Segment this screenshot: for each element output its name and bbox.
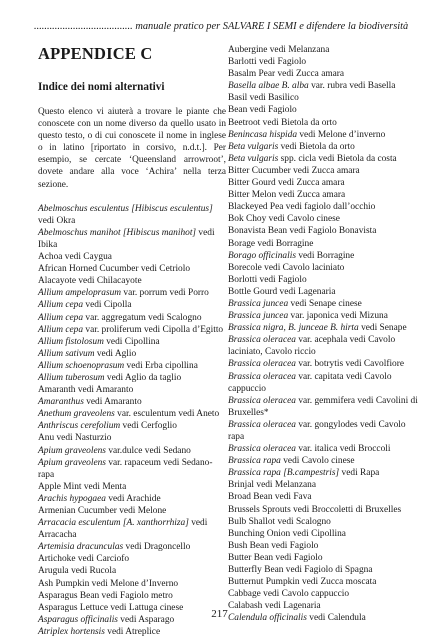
index-entry (228, 455, 418, 467)
index-entry (38, 445, 226, 457)
entry-text: Achoa vedi Caygua (38, 252, 112, 263)
index-list-left (38, 203, 226, 638)
index-entry (38, 626, 226, 638)
entry-text: Bunching Onion vedi Cipollina (228, 528, 346, 539)
entry-text: vedi Rapa (339, 468, 380, 479)
entry-text: vedi Cavolo cinese (280, 456, 355, 467)
entry-text: Bottle Gourd vedi Lagenaria (228, 286, 336, 297)
entry-latin-name: Atriplex hortensis (38, 626, 105, 637)
entry-latin-name: Beta vulgaris (228, 141, 279, 152)
entry-text: Arugula vedi Rucola (38, 566, 117, 577)
entry-text: Basil vedi Basilico (228, 93, 299, 104)
index-entry (228, 92, 418, 104)
index-entry (38, 299, 226, 311)
appendix-title: APPENDICE C (38, 44, 153, 63)
entry-text: Broad Bean vedi Fava (228, 492, 312, 503)
entry-text: vedi Atreplice (104, 626, 161, 637)
index-entry (228, 262, 418, 274)
entry-latin-name: Artemisia dracunculas (38, 542, 124, 553)
index-entry (228, 225, 418, 237)
index-entry (228, 274, 418, 286)
index-entry (228, 117, 418, 129)
entry-text: Bitter Gourd vedi Zucca amara (228, 178, 345, 189)
entry-text: African Horned Cucumber vedi Cetriolo (38, 264, 191, 275)
entry-latin-name: Arachis hypogaea (38, 493, 106, 504)
entry-latin-name: Allium schoenoprasum (38, 360, 125, 371)
index-entry (228, 564, 418, 576)
entry-latin-name: Borago officinalis (228, 250, 296, 261)
index-entry (38, 505, 226, 517)
entry-text: Borecole vedi Cavolo laciniato (228, 262, 345, 273)
index-entry (228, 153, 418, 165)
index-entry (228, 467, 418, 479)
entry-text: vedi Erba cipollina (124, 360, 198, 371)
entry-text: Brinjal vedi Melanzana (228, 480, 316, 491)
entry-latin-name: Calendula officinalis (228, 613, 307, 624)
index-entry (228, 443, 418, 455)
entry-latin-name: Benincasa hispida (228, 129, 298, 140)
entry-text: Borage vedi Borragine (228, 238, 314, 249)
entry-latin-name: Apium graveolens (38, 457, 106, 468)
entry-latin-name: Brassica oleracea (228, 359, 296, 370)
entry-text: vedi Arracacha (38, 518, 208, 541)
index-entry (228, 322, 418, 334)
index-entry (228, 576, 418, 588)
entry-text: Beetroot vedi Bietola da orto (228, 117, 337, 128)
entry-latin-name: Allium cepa (38, 324, 84, 335)
entry-latin-name: Brassica oleracea (228, 419, 296, 430)
entry-latin-name: Allium cepa (38, 312, 84, 323)
index-entry (38, 203, 226, 227)
index-entry (38, 324, 226, 336)
entry-latin-name: Brassica rapa [B.campestris] (228, 468, 340, 479)
entry-latin-name: Brassica juncea (228, 311, 289, 322)
entry-text: Basalm Pear vedi Zucca amara (228, 69, 345, 80)
index-entry (228, 68, 418, 80)
index-entry (228, 552, 418, 564)
entry-text: var. japonica vedi Mizuna (288, 311, 388, 322)
entry-text: var. rapaceum vedi Sedano-rapa (38, 457, 213, 480)
entry-text: Apple Mint vedi Menta (38, 481, 127, 492)
index-entry (228, 479, 418, 491)
index-entry (228, 334, 418, 358)
left-column (38, 44, 226, 638)
index-entry (228, 516, 418, 528)
index-entry (228, 504, 418, 516)
entry-text: var. esculentum vedi Aneto (114, 409, 220, 420)
index-entry (38, 336, 226, 348)
entry-latin-name: Brassica juncea (228, 298, 289, 309)
entry-latin-name: Beta vulgaris (228, 153, 279, 164)
index-entry (38, 565, 226, 577)
entry-latin-name: Apium graveolens (38, 445, 106, 456)
entry-text: vedi Aglio (94, 348, 137, 359)
header-dots: ...................................... (34, 21, 133, 32)
entry-text: var. acephala vedi Cavolo laciniato, Cavolo riccio (228, 335, 396, 358)
index-entry (38, 578, 226, 590)
entry-text: vedi Cipollina (103, 336, 160, 347)
entry-text: vedi Dragoncello (123, 542, 191, 553)
entry-text: Calabash vedi Lagenaria (228, 601, 321, 612)
entry-text: Bitter Cucumber vedi Zucca amara (228, 165, 360, 176)
entry-text: var.dulce vedi Sedano (105, 445, 191, 456)
index-entry (228, 528, 418, 540)
entry-text: Cabbage vedi Cavolo cappuccio (228, 589, 350, 600)
index-entry (38, 348, 226, 360)
entry-latin-name: Brassica oleracea (228, 395, 296, 406)
entry-text: vedi Senape (358, 323, 407, 334)
index-entry (228, 129, 418, 141)
entry-text: var. capitata vedi Cavolo cappuccio (228, 371, 392, 394)
index-entry (228, 165, 418, 177)
index-entry (228, 491, 418, 503)
index-entry (228, 56, 418, 68)
index-entry (38, 227, 226, 251)
index-entry (228, 213, 418, 225)
index-entry (38, 372, 226, 384)
entry-latin-name: Abelmoschus esculentus [Hibiscus esculentus] (38, 203, 213, 214)
running-header (34, 21, 414, 35)
entry-latin-name: Amaranthus (38, 397, 84, 408)
index-entry (228, 371, 418, 395)
index-entry (228, 310, 418, 322)
entry-text: Bean vedi Fagiolo (228, 105, 297, 116)
entry-text: Brussels Sprouts vedi Broccoletti di Bruxelles (228, 504, 402, 515)
index-entry (228, 189, 418, 201)
entry-latin-name: Allium fistolosum (38, 336, 104, 347)
entry-text: Amaranth vedi Amaranto (38, 385, 134, 396)
entry-text: vedi Cipolla (83, 300, 132, 311)
index-entry (228, 44, 418, 56)
entry-latin-name: Allium tuberosum (38, 372, 105, 383)
entry-latin-name: Allium cepa (38, 300, 84, 311)
entry-latin-name: Brassica oleracea (228, 335, 296, 346)
entry-text: spp. cicla vedi Bietola da costa (278, 153, 397, 164)
entry-text: Borlotti vedi Fagiolo (228, 274, 307, 285)
index-entry (38, 312, 226, 324)
entry-latin-name: Brassica nigra, B. junceae B. hirta (228, 323, 359, 334)
entry-text: var. botrytis vedi Cavolfiore (295, 359, 405, 370)
index-entry (228, 540, 418, 552)
entry-text: Bush Bean vedi Fagiolo (228, 540, 319, 551)
entry-text: Blackeyed Pea vedi fagiolo dall’occhio (228, 202, 376, 213)
entry-latin-name: Basella albae B. alba (228, 81, 309, 92)
index-entry (38, 275, 226, 287)
entry-text: Bitter Melon vedi Zucca amara (228, 190, 346, 201)
entry-text: vedi Senape cinese (288, 298, 362, 309)
index-entry (38, 517, 226, 541)
entry-text: Asparagus Bean vedi Fagiolo metro (38, 590, 173, 601)
index-entry (228, 238, 418, 250)
entry-text: Butterfly Bean vedi Fagiolo di Spagna (228, 565, 373, 576)
page-number: 217 (211, 608, 228, 620)
index-entry (228, 588, 418, 600)
entry-text: Aubergine vedi Melanzana (228, 45, 330, 55)
index-entry (38, 408, 226, 420)
index-entry (38, 590, 226, 602)
index-entry (38, 263, 226, 275)
entry-text: vedi Ibika (38, 227, 215, 250)
index-entry (228, 395, 418, 419)
index-entry (38, 384, 226, 396)
entry-text: Bulb Shallot vedi Scalogno (228, 516, 331, 527)
entry-latin-name: Abelmoschus manihot [Hibiscus manihot] (38, 227, 197, 238)
index-entry (228, 201, 418, 213)
entry-latin-name: Allium sativum (38, 348, 95, 359)
entry-text: Butter Bean vedi Fagiolo (228, 552, 323, 563)
entry-text: Armenian Cucumber vedi Melone (38, 506, 167, 516)
entry-text: Alacayote vedi Chilacayote (38, 276, 142, 287)
entry-text: Anu vedi Nasturzio (38, 433, 112, 444)
entry-text: Asparagus Lettuce vedi Lattuga cinese (38, 602, 184, 613)
index-entry (38, 287, 226, 299)
index-entry (228, 141, 418, 153)
index-entry (228, 358, 418, 370)
entry-text: vedi Cerfoglio (120, 421, 177, 432)
entry-text: var. gongylodes vedi Cavolo rapa (228, 419, 406, 442)
entry-text: Bok Choy vedi Cavolo cinese (228, 214, 340, 225)
entry-latin-name: Anthriscus cerefolium (38, 421, 121, 432)
entry-text: var. italica vedi Broccoli (295, 444, 391, 455)
entry-latin-name: Anethum graveolens (38, 409, 115, 420)
index-entry (228, 104, 418, 116)
index-entry (38, 481, 226, 493)
entry-text: vedi Borragine (295, 250, 355, 261)
index-entry (38, 251, 226, 263)
entry-text: vedi Aglio da taglio (104, 372, 182, 383)
entry-text: var. gemmifera vedi Cavolini di Bruxelles* (228, 395, 418, 418)
entry-text: Butternut Pumpkin vedi Zucca moscata (228, 577, 377, 588)
index-entry (228, 419, 418, 443)
entry-text: vedi Amaranto (83, 397, 142, 408)
entry-text: var. proliferum vedi Cipolla d’Egitto (83, 324, 224, 335)
index-entry (38, 457, 226, 481)
index-entry (38, 553, 226, 565)
index-entry (228, 298, 418, 310)
entry-latin-name: Arracacia esculentum [A. xanthorrhiza] (38, 518, 189, 529)
index-entry (38, 420, 226, 432)
index-entry (228, 80, 418, 92)
entry-text: vedi Arachide (105, 493, 161, 504)
index-entry (38, 432, 226, 444)
entry-latin-name: Brassica oleracea (228, 371, 296, 382)
entry-text: var. porrum vedi Porro (121, 288, 209, 299)
entry-latin-name: Allium ampeloprasum (38, 288, 122, 299)
entry-text: Bonavista Bean vedi Fagiolo Bonavista (228, 226, 377, 237)
right-column (228, 44, 418, 625)
index-entry (228, 250, 418, 262)
entry-text: Ash Pumpkin vedi Melone d’Inverno (38, 578, 179, 589)
entry-text: vedi Melone d’inverno (297, 129, 386, 140)
entry-latin-name: Asparagus officinalis (38, 614, 118, 625)
index-entry (38, 396, 226, 408)
entry-text: vedi Bietola da orto (278, 141, 355, 152)
index-entry (38, 493, 226, 505)
entry-text: Barlotti vedi Fagiolo (228, 57, 307, 68)
entry-latin-name: Brassica rapa (228, 456, 281, 467)
entry-text: var. aggregatum vedi Scalogno (83, 312, 202, 323)
index-entry (228, 286, 418, 298)
section-title: Indice dei nomi alternativi (38, 81, 165, 93)
entry-text: var. rubra vedi Basella (308, 81, 396, 92)
entry-latin-name: Brassica oleracea (228, 444, 296, 455)
intro-paragraph: Questo elenco vi aiuterà a trovare le piante che conoscete con un nome diverso da quello usato in questo testo, o di cui conoscete il nome in inglese o in latino [riportato in corsivo, n.d.t.]. Per esempio, se cercate ‘Queensland arrowroot’, dovete andare alla voce ‘Achira’ nella terza sezione. (38, 107, 226, 190)
index-list-right (228, 44, 418, 625)
index-entry (38, 541, 226, 553)
header-title: manuale pratico per SALVARE I SEMI e difendere la biodiversità (132, 21, 409, 32)
entry-text: Artichoke vedi Carciofo (38, 554, 130, 565)
index-entry (38, 360, 226, 372)
entry-text: vedi Okra (38, 215, 76, 226)
entry-text: vedi Asparago (117, 614, 175, 625)
index-entry (228, 177, 418, 189)
entry-text: vedi Calendula (306, 613, 366, 624)
